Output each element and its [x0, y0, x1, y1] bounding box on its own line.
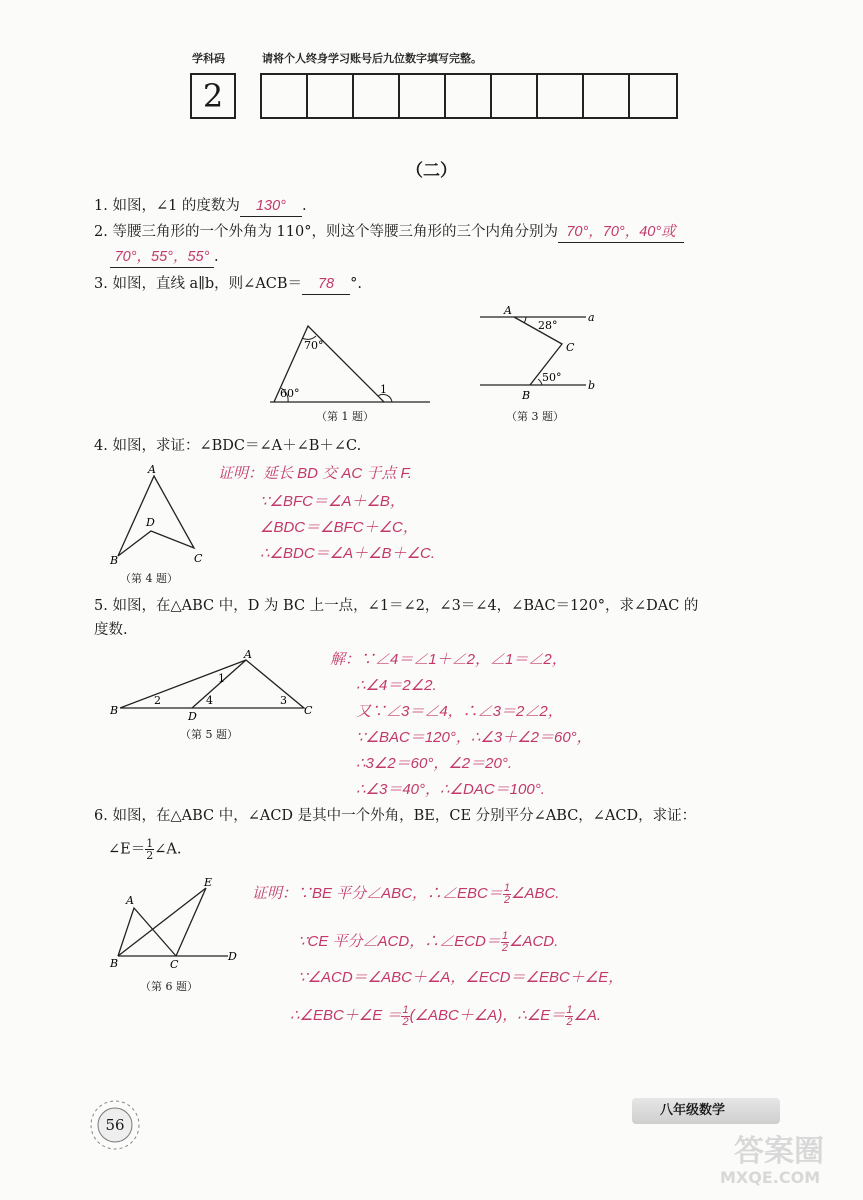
figure-6: [106, 874, 242, 972]
question-4: 4. 如图，求证：∠BDC＝∠A＋∠B＋∠C.: [94, 438, 362, 454]
fraction-numerator: 1: [503, 881, 510, 894]
question-4-proof-line-1: 证明：延长 BD 交 AC 于点 F.: [218, 465, 412, 482]
figure-4-label-C: C: [194, 552, 203, 565]
fraction-denominator: 2: [501, 941, 509, 954]
fraction-one-half: [503, 883, 511, 906]
fraction-denominator: 2: [566, 1015, 573, 1028]
figure-1-angle-1: 1: [380, 383, 387, 396]
proof-4-mid: (∠ABC＋∠A)，∴∠E＝: [409, 1007, 566, 1024]
question-5-solution-line-3: 又∵∠3＝∠4，∴∠3＝2∠2，: [356, 703, 563, 720]
question-6-proof-line-3: ∵∠ACD＝∠ABC＋∠A，∠ECD＝∠EBC＋∠E，: [298, 969, 624, 986]
proof-2-pre: ∵CE 平分∠ACD，∴∠ECD＝: [298, 933, 501, 950]
watermark-url: MXQE.COM: [720, 1168, 821, 1187]
fraction-one-half: [501, 931, 509, 954]
subject-code-label: 学科码: [192, 52, 225, 65]
subject-code-box: 2: [190, 73, 236, 119]
question-2-line2: [110, 247, 219, 268]
fraction-numerator: 1: [566, 1003, 573, 1016]
question-2-answer-line2: 70°，55°，55°: [110, 247, 214, 268]
account-id-cell[interactable]: [538, 75, 584, 117]
question-5-line-2: 度数.: [94, 622, 128, 638]
figure-5-label-C: C: [304, 704, 313, 717]
account-id-cell[interactable]: [492, 75, 538, 117]
question-3: [94, 274, 362, 295]
question-5-solution-line-1: 解：∵∠4＝∠1＋∠2，∠1＝∠2，: [330, 651, 567, 668]
account-id-cell[interactable]: [354, 75, 400, 117]
figure-5-angle-2: 2: [154, 694, 161, 707]
question-6-proof-line-4: [290, 1004, 601, 1028]
question-3-end: °.: [350, 276, 362, 292]
figure-1: [262, 318, 436, 410]
question-4-proof-line-3: ∠BDC＝∠BFC＋∠C，: [260, 519, 418, 536]
page-number: 56: [105, 1116, 125, 1134]
account-id-cell[interactable]: [308, 75, 354, 117]
account-instruction: 请将个人终身学习账号后九位数字填写完整。: [262, 52, 482, 65]
question-1-answer: 130°: [240, 196, 302, 217]
figure-3-label-a: a: [588, 311, 595, 324]
figure-6-label-B: B: [110, 957, 119, 970]
figure-3-label-B: B: [522, 389, 531, 402]
question-5-solution-line-4: ∵∠BAC＝120°，∴∠3＋∠2＝60°，: [356, 729, 592, 746]
figure-4-label-D: D: [146, 516, 155, 529]
question-1-end: .: [301, 198, 307, 214]
account-id-cell[interactable]: [262, 75, 308, 117]
figure-5-angle-1: 1: [218, 672, 225, 685]
question-5-solution-line-6: ∴∠3＝40°，∴∠DAC＝100°.: [356, 781, 545, 798]
figure-3-label-C: C: [566, 341, 575, 354]
figure-4-label-A: A: [148, 463, 156, 476]
proof-4-pre: ∴∠EBC＋∠E ＝: [290, 1007, 402, 1024]
figure-5: [108, 646, 318, 722]
question-6-proof-line-1: [252, 882, 559, 906]
watermark-logo: 答案圈: [734, 1134, 824, 1169]
question-5-solution-line-2: ∴∠4＝2∠2.: [356, 677, 437, 694]
question-4-proof-line-2: ∵∠BFC＝∠A＋∠B，: [260, 493, 405, 510]
question-4-proof-line-4: ∴∠BDC＝∠A＋∠B＋∠C.: [260, 545, 436, 562]
fraction-numerator: 1: [402, 1003, 409, 1016]
figure-6-label-C: C: [170, 958, 179, 971]
book-title-tab: 八年级数学: [632, 1098, 780, 1124]
question-1-text: 1. 如图，∠1 的度数为: [94, 198, 240, 214]
question-6-proof-line-2: [298, 930, 558, 954]
account-id-grid: [260, 73, 678, 119]
figure-5-label-B: B: [110, 704, 119, 717]
figure-1-caption: （第 1 题）: [316, 410, 374, 423]
figure-5-angle-4: 4: [206, 694, 213, 707]
question-6-line-2: [108, 838, 181, 861]
fraction-denominator: 2: [146, 849, 154, 862]
figure-6-caption: （第 6 题）: [140, 980, 198, 993]
question-2-text: 2. 等腰三角形的一个外角为 110°，则这个等腰三角形的三个内角分别为: [94, 224, 558, 240]
figure-3-angle-top: 28°: [538, 319, 558, 332]
section-title: （二）: [406, 161, 457, 181]
question-6-line-2-pre: ∠E＝: [108, 841, 146, 858]
figure-4-label-B: B: [110, 554, 119, 567]
figure-5-caption: （第 5 题）: [180, 728, 238, 741]
figure-1-left-angle: 60°: [280, 387, 300, 400]
fraction-one-half: [145, 838, 154, 861]
account-id-cell[interactable]: [584, 75, 630, 117]
figure-3-label-b: b: [588, 379, 596, 392]
figure-1-top-angle: 70°: [304, 339, 324, 352]
fraction-numerator: 1: [501, 929, 509, 942]
figure-5-label-A: A: [244, 648, 252, 661]
question-6-line-1: 6. 如图，在△ABC 中，∠ACD 是其中一个外角，BE，CE 分别平分∠ABC，∠ACD，求证：: [94, 808, 697, 824]
fraction-one-half: [401, 1005, 409, 1028]
fraction-numerator: 1: [146, 837, 154, 850]
figure-4: [106, 460, 210, 568]
question-5-line-1: 5. 如图，在△ABC 中，D 为 BC 上一点，∠1＝∠2，∠3＝∠4，∠BAC＝120°，求∠DAC 的: [94, 598, 699, 614]
figure-5-label-D: D: [188, 710, 197, 722]
figure-3-label-A: A: [504, 304, 512, 317]
question-2-end: .: [214, 249, 219, 265]
proof-4-post: ∠A.: [573, 1007, 602, 1024]
figure-3: [474, 302, 604, 406]
account-id-cell[interactable]: [400, 75, 446, 117]
fraction-denominator: 2: [503, 893, 510, 906]
proof-1-post: ∠ABC.: [511, 885, 560, 902]
question-2: [94, 222, 684, 243]
figure-6-label-E: E: [204, 876, 213, 889]
figure-6-label-A: A: [126, 894, 134, 907]
figure-5-angle-3: 3: [280, 694, 287, 707]
fraction-denominator: 2: [402, 1015, 409, 1028]
question-6-line-2-post: ∠A.: [154, 841, 182, 858]
figure-3-caption: （第 3 题）: [506, 410, 564, 423]
question-3-answer: 78: [302, 274, 350, 295]
figure-3-angle-bottom: 50°: [542, 371, 562, 384]
proof-1-pre: 证明：∵BE 平分∠ABC，∴∠EBC＝: [252, 885, 503, 902]
question-5-solution-line-5: ∴3∠2＝60°，∠2＝20°.: [356, 755, 512, 772]
question-1: [94, 196, 307, 217]
account-id-cell[interactable]: [446, 75, 492, 117]
figure-4-caption: （第 4 题）: [120, 572, 178, 585]
question-3-text: 3. 如图，直线 a∥b，则∠ACB＝: [94, 276, 303, 292]
question-2-answer-line1: 70°，70°，40°或: [558, 222, 684, 243]
proof-2-post: ∠ACD.: [509, 933, 559, 950]
account-id-cell[interactable]: [630, 75, 676, 117]
figure-6-label-D: D: [228, 950, 237, 963]
